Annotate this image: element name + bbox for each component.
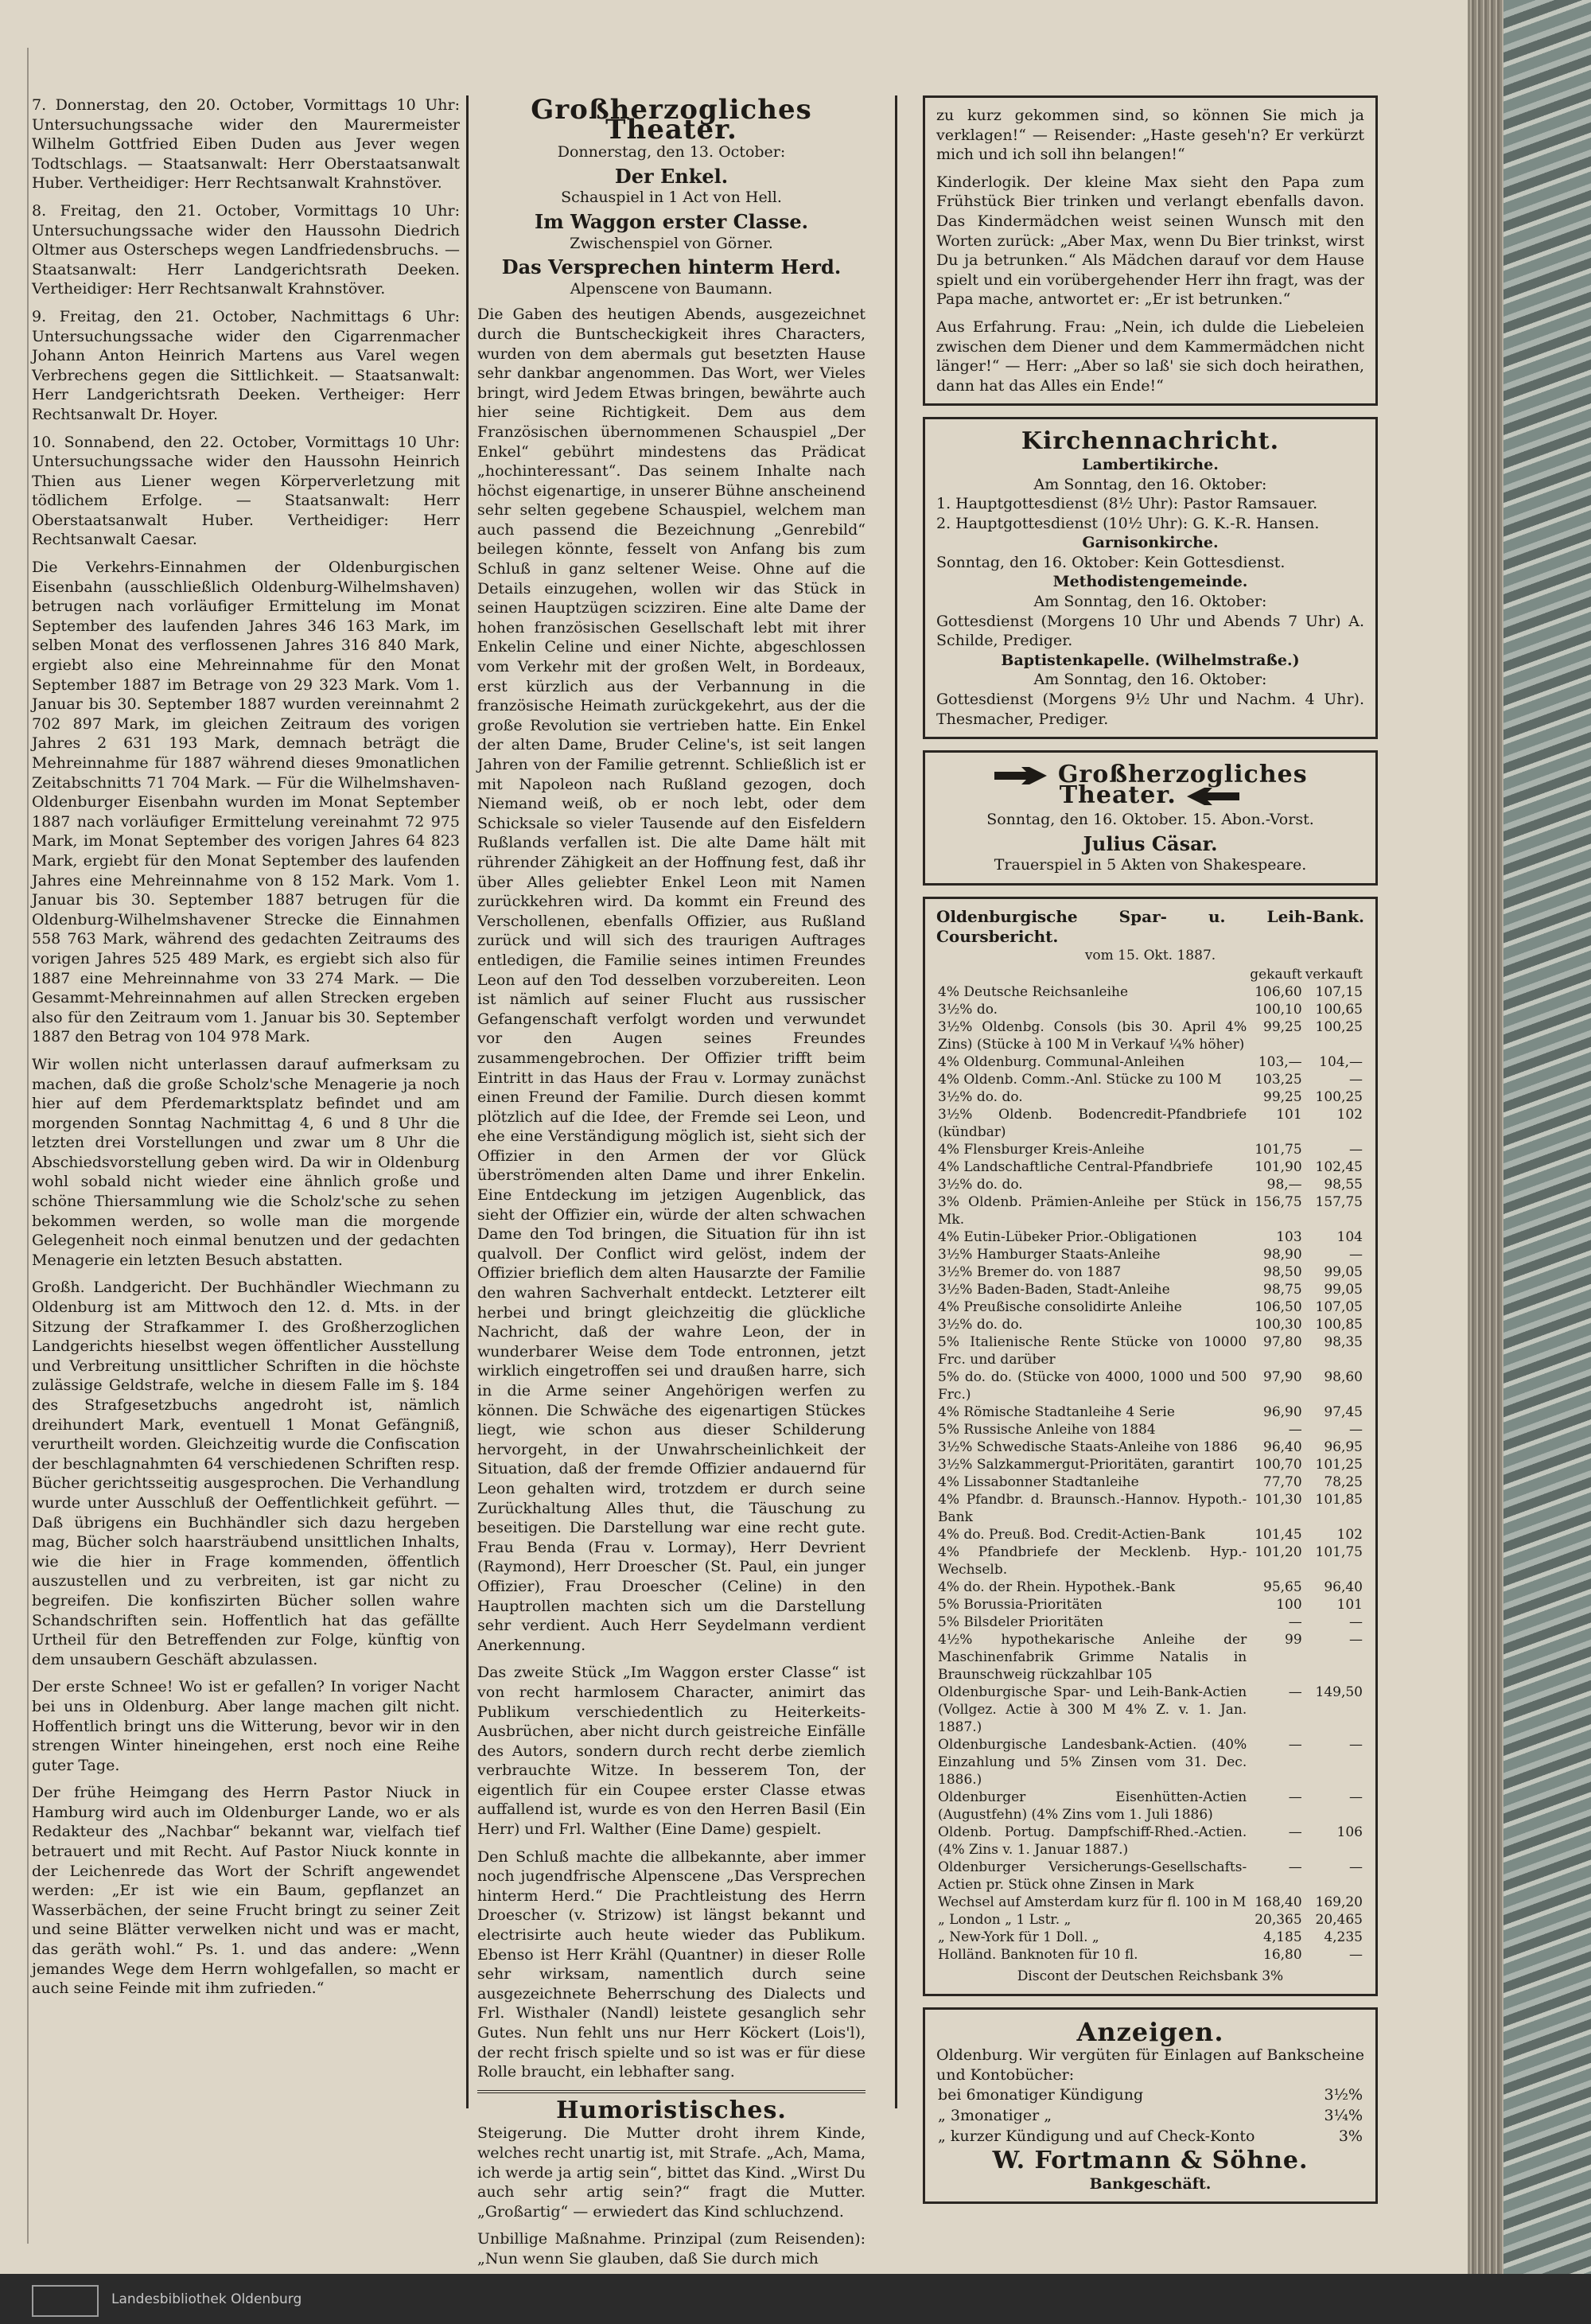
course-row (936, 1001, 1364, 1018)
church-line: Methodistengemeinde. (1052, 573, 1248, 591)
course-table (936, 966, 1364, 1964)
course-row (936, 1736, 1364, 1789)
course-security: Holländ. Banknoten für 10 fl. (938, 1946, 1138, 1963)
play-2-title: Im Waggon erster Classe. (535, 209, 808, 233)
course-bought: 98,— (1266, 1176, 1302, 1193)
course-sold: — (1349, 1631, 1363, 1648)
rate-condition: „ kurzer Kündigung und auf Check-Konto (938, 2127, 1255, 2146)
course-security: 4% Eutin-Lübeker Prior.-Obligationen (938, 1228, 1197, 1245)
course-sold: 107,05 (1315, 1298, 1363, 1315)
course-bought: 101,30 (1255, 1491, 1302, 1508)
course-report-date: vom 15. Okt. 1887. (1084, 948, 1216, 964)
pointing-hand-left-icon (1185, 786, 1241, 807)
course-bought: 95,65 (1263, 1579, 1302, 1595)
course-security: 4% Flensburger Kreis-Anleihe (938, 1141, 1145, 1158)
course-security: 4% Preußische consolidirte Anleihe (938, 1298, 1182, 1315)
course-report-box (923, 897, 1378, 1996)
course-sold: 101,85 (1315, 1491, 1363, 1508)
humor-title: Humoristisches. (556, 2096, 787, 2124)
course-sold: 104 (1336, 1228, 1363, 1245)
course-bought: 106,50 (1255, 1298, 1302, 1315)
kinderlogik-joke: Kinderlogik. Der kleine Max sieht den Papa zum Frühstück Bier trinken und verlangt ebenfalls davon. Das Kindermädchen weist seinen Wunsch mit den Worten zurück: „Aber Max, wenn Du Bier trinkst, wirst Du ja betrunken.“ Als Mädchen darauf vor dem Hause spielt und ein vorübergehender Herr ihn fragt, was der Papa mache, antwortet er: „Er ist betrunken.“ (936, 173, 1364, 309)
massnahme-continued: zu kurz gekommen sind, so können Sie mich ja verklagen!“ — Reisender: „Haste geseh'n? Er verkürzt mich und ich soll ihn belangen!“ (936, 107, 1364, 164)
course-security: 3½% do. do. (938, 1176, 1023, 1193)
course-sold: — (1349, 1789, 1363, 1805)
rates-table (936, 2085, 1364, 2147)
course-sold: 98,35 (1324, 1333, 1363, 1350)
course-table-header (936, 966, 1364, 983)
theater2-date: Sonntag, den 16. Oktober. 15. Abon.-Vorst. (986, 811, 1314, 829)
course-bought: 98,50 (1263, 1263, 1302, 1280)
ads-title: Anzeigen. (1076, 2017, 1224, 2048)
play-1-subtitle: Schauspiel in 1 Act von Hell. (561, 189, 782, 207)
course-bought: 101,20 (1255, 1543, 1302, 1560)
course-sold: 96,40 (1324, 1579, 1363, 1595)
course-bought: 96,40 (1263, 1438, 1302, 1455)
course-sold: 100,85 (1315, 1316, 1363, 1333)
course-sold: 98,55 (1324, 1176, 1363, 1193)
footer-bar (0, 2274, 1591, 2324)
course-row (936, 1246, 1364, 1263)
course-row (936, 1263, 1364, 1281)
course-security: Oldenb. Portug. Dampfschiff-Rhed.-Actien. (4% Zins v. 1. Januar 1887.) (938, 1824, 1247, 1858)
section-divider (477, 2090, 866, 2093)
course-security: 5% do. do. (Stücke von 4000, 1000 und 500 Frc.) (938, 1368, 1247, 1403)
course-sold: 97,45 (1324, 1403, 1363, 1420)
course-row (936, 983, 1364, 1001)
church-title: Kirchennachricht. (1021, 427, 1280, 456)
rate-condition: „ 3monatiger „ (938, 2107, 1052, 2125)
course-security: Oldenburger Versicherungs-Gesellschafts-Actien pr. Stück ohne Zinsen in Mark (938, 1859, 1247, 1893)
course-bought: 101,90 (1255, 1158, 1302, 1175)
course-row (936, 1316, 1364, 1333)
course-bought: 103,25 (1255, 1071, 1302, 1088)
course-bought: — (1288, 1824, 1302, 1840)
course-row (936, 1473, 1364, 1491)
course-bought: 99 (1285, 1631, 1302, 1648)
course-row (936, 1438, 1364, 1456)
course-bought: 106,60 (1255, 983, 1302, 1000)
schnee-article: Der erste Schnee! Wo ist er gefallen? In voriger Nacht bei uns in Oldenburg. Aber lange machen gilt nicht. Hoffentlich bringt uns die Witterung, bevor wir in den strengen Winter hineingehen, erst noch eine Reihe guter Tage. (32, 1678, 460, 1774)
course-row (936, 1543, 1364, 1579)
church-line: Am Sonntag, den 16. Oktober: (1033, 593, 1267, 611)
course-row (936, 1859, 1364, 1894)
course-bought: 100,70 (1255, 1456, 1302, 1473)
course-row (936, 1946, 1364, 1964)
course-row (936, 1053, 1364, 1071)
course-sold: — (1349, 1141, 1363, 1158)
course-security: 4% Oldenburg. Communal-Anleihen (938, 1053, 1185, 1070)
course-bought: 101 (1276, 1106, 1302, 1123)
course-security: 5% Italienische Rente Stücke von 10000 Frc. und darüber (938, 1333, 1247, 1368)
course-sold: 99,05 (1324, 1281, 1363, 1298)
course-bought: 16,80 (1263, 1946, 1302, 1963)
course-row (936, 1333, 1364, 1368)
course-bought: — (1288, 1736, 1302, 1753)
course-sold: — (1349, 1859, 1363, 1875)
course-security: Oldenburgische Landesbank-Actien. (40% Einzahlung und 5% Zinsen vom 31. Dec. 1886.) (938, 1736, 1247, 1788)
rate-value: 3¼% (1324, 2107, 1363, 2125)
course-sold: 149,50 (1315, 1684, 1363, 1700)
theater-notice-box (923, 750, 1378, 886)
course-sold: — (1349, 1614, 1363, 1630)
course-bought: — (1288, 1421, 1302, 1438)
library-logo-icon (32, 2285, 99, 2317)
niuck-article: Der frühe Heimgang des Herrn Pastor Niuck in Hamburg wird auch im Oldenburger Lande, wo er als Redakteur des „Nachbar“ bekannt war, vielfach tief betrauert und mit Recht. Auf Pastor Niuck konnte in der Leichenrede das Wort der Schrift angewendet werden: „Er ist wie ein Baum, gepflanzet an Wasserbächen, der seine Frucht bringt zu seiner Zeit und seine Blätter verwelken nicht und was er macht, das geräth wohl.“ Ps. 1. und das andere: „Wenn jemandes Wege dem Herrn wohlgefallen, so macht er auch seine Feinde mit ihm zufrieden.“ (32, 1784, 460, 1998)
course-sold: 107,15 (1315, 983, 1363, 1000)
course-security: 4% Lissabonner Stadtanleihe (938, 1473, 1139, 1490)
course-sold: — (1349, 1736, 1363, 1753)
humor-continued-box (923, 95, 1378, 406)
course-row (936, 1228, 1364, 1246)
course-row (936, 1298, 1364, 1316)
course-bought: 101,45 (1255, 1526, 1302, 1543)
firm-subtitle: Bankgeschäft. (1089, 2174, 1212, 2193)
header-gekauft: gekauft (1250, 966, 1302, 983)
theater2-title: Großherzogliches Theater. (1057, 761, 1308, 810)
course-security: 4% Pfandbriefe der Mecklenb. Hyp.-Wechselb. (938, 1543, 1247, 1578)
course-security: 5% Bilsdeler Prioritäten (938, 1614, 1104, 1630)
course-security: 3% Oldenb. Prämien-Anleihe per Stück in Mk. (938, 1193, 1247, 1228)
course-security: 3½% Bremer do. von 1887 (938, 1263, 1122, 1280)
course-row (936, 1596, 1364, 1614)
course-row (936, 1158, 1364, 1176)
course-bought: 20,365 (1255, 1911, 1302, 1928)
course-row (936, 1929, 1364, 1946)
play-3-subtitle: Alpenscene von Baumann. (570, 279, 773, 298)
theater2-play: Julius Cäsar. (1083, 831, 1218, 855)
previous-page-edge (0, 48, 29, 2244)
play-1-title: Der Enkel. (614, 164, 729, 188)
course-sold: 157,75 (1315, 1193, 1363, 1210)
course-security: 3½% Hamburger Staats-Anleihe (938, 1246, 1161, 1263)
course-security: 4% Oldenb. Comm.-Anl. Stücke zu 100 M (938, 1071, 1222, 1088)
course-sold: — (1349, 1071, 1363, 1088)
column-3 (923, 95, 1378, 2204)
course-security: Wechsel auf Amsterdam kurz für fl. 100 in M (938, 1894, 1247, 1910)
course-bought: 98,75 (1263, 1281, 1302, 1298)
course-security: 5% Russische Anleihe von 1884 (938, 1421, 1156, 1438)
church-line: Gottesdienst (Morgens 10 Uhr und Abends 7 Uhr) A. Schilde, Prediger. (936, 612, 1364, 650)
course-bought: — (1288, 1859, 1302, 1875)
massnahme-joke: Unbillige Maßnahme. Prinzipal (zum Reisenden): „Nun wenn Sie glauben, daß Sie durch mich (477, 2230, 866, 2268)
church-line: Baptistenkapelle. (Wilhelmstraße.) (1001, 651, 1300, 669)
course-row (936, 1631, 1364, 1684)
course-bought: 168,40 (1255, 1894, 1302, 1910)
course-security: 3½% do. (938, 1001, 998, 1018)
rate-value: 3½% (1324, 2086, 1363, 2104)
erfahrung-joke: Aus Erfahrung. Frau: „Nein, ich dulde die Liebeleien zwischen dem Diener und dem Kammermädchen nicht länger!“ — Herr: „Aber so laß' sie sich doch heirathen, dann hat das Alles ein Ende!“ (936, 317, 1364, 395)
course-sold: 102,45 (1315, 1158, 1363, 1175)
course-row (936, 1824, 1364, 1859)
course-row (936, 1106, 1364, 1141)
course-bought: — (1288, 1614, 1302, 1630)
church-line: 1. Hauptgottesdienst (8½ Uhr): Pastor Ramsauer. (936, 495, 1318, 513)
course-security: 4% Landschaftliche Central-Pfandbriefe (938, 1158, 1213, 1175)
course-security: 4% Römische Stadtanleihe 4 Serie (938, 1403, 1175, 1420)
course-row (936, 1614, 1364, 1631)
landgericht-article: Großh. Landgericht. Der Buchhändler Wiechmann zu Oldenburg ist am Mittwoch den 12. d. Mts. in der Sitzung der Strafkammer I. des Großherzoglichen Landgerichts hieselbst wegen öffentlicher Ausstellung und Verbreitung unsittlicher Schriften in die höchste zulässige Geldstrafe, welche in diesem Falle im §. 184 des Strafgesetzbuchs angedroht ist, nämlich dreihundert Mark, eventuell 1 Monat Gefängniß, verurtheilt worden. Gleichzeitig wurde die Confiscation der beschlagnahmten 64 verschiedenen Schriften resp. Bücher gerichtsseitig ausgesprochen. Die Verhandlung wurde unter Ausschluß der Oeffentlichkeit geführt. — Daß übrigens ein Buchhändler sich dazu hergeben mag, Bücher solch haarsträubend unsittlichen Inhalts, wie die hier in Frage kommenden, öffentlich auszustellen und zu verbreiten, ist gar nicht zu begreifen. Die konfiszirten Bücher sollen wahre Schandschriften sein. Hoffentlich hat das gefällte Urtheil für den Betreffenden zur Folge, künftig von dem unsaubern Geschäft abzulassen. (32, 1279, 460, 1668)
course-bought: — (1288, 1684, 1302, 1700)
course-sold: 78,25 (1324, 1473, 1363, 1490)
rate-condition: bei 6monatiger Kündigung (938, 2086, 1144, 2104)
course-row (936, 1403, 1364, 1421)
course-security: 3½% do. do. (938, 1088, 1023, 1105)
course-bought: 99,25 (1263, 1018, 1302, 1035)
discount-note: Discont der Deutschen Reichsbank 3% (1017, 1968, 1284, 1984)
court-item-10: 10. Sonnabend, den 22. October, Vormittags 10 Uhr: Untersuchungssache wider den Haussohn Heinrich Thien aus Liener wegen Körperverletzung mit tödlichem Erfolge. — Staatsanwalt: Herr Oberstaatsanwalt Huber. Vertheidiger: Herr Rechtsanwalt Caesar. (32, 433, 460, 549)
course-sold: 102 (1336, 1526, 1363, 1543)
course-bought: 99,25 (1263, 1088, 1302, 1105)
course-sold: 20,465 (1315, 1911, 1363, 1928)
course-row (936, 1456, 1364, 1473)
course-row (936, 1911, 1364, 1929)
church-line: 2. Hauptgottesdienst (10½ Uhr): G. K.-R. Hansen. (936, 514, 1320, 532)
course-row (936, 1088, 1364, 1106)
course-bought: 156,75 (1255, 1193, 1302, 1210)
course-bought: 101,75 (1255, 1141, 1302, 1158)
course-bought: 77,70 (1263, 1473, 1302, 1490)
course-security: Oldenburgische Spar- und Leih-Bank-Actien (Vollgez. Actie à 300 M 4% Z. v. 1. Jan. 1887.) (938, 1684, 1247, 1735)
court-item-7: 7. Donnerstag, den 20. October, Vormittags 10 Uhr: Untersuchungssache wider den Maurermeister Wilhelm Gottfried Eiben Duden aus Jever wegen Todtschlags. — Staatsanwalt: Herr Oberstaatsanwalt Huber. Vertheidiger: Herr Rechtsanwalt Krahnstöver. (32, 96, 460, 193)
church-line: Am Sonntag, den 16. Oktober: (1033, 475, 1267, 493)
course-sold: 99,05 (1324, 1263, 1363, 1280)
course-sold: 101 (1336, 1596, 1363, 1613)
rate-value: 3% (1338, 2127, 1363, 2146)
church-line: Lambertikirche. (1082, 455, 1219, 473)
course-security: 4% Deutsche Reichsanleihe (938, 983, 1129, 1000)
firm-name: W. Fortmann & Söhne. (992, 2147, 1309, 2175)
course-security: 3½% do. do. (938, 1316, 1023, 1333)
course-sold: 96,95 (1324, 1438, 1363, 1455)
course-bought: — (1288, 1789, 1302, 1805)
course-sold: — (1349, 1421, 1363, 1438)
church-line: Garnisonkirche. (1082, 534, 1219, 552)
course-sold: — (1349, 1246, 1363, 1263)
course-row (936, 1684, 1364, 1736)
play-2-subtitle: Zwischenspiel von Görner. (570, 234, 773, 252)
course-row (936, 1368, 1364, 1403)
column-rule-2 (895, 95, 897, 2108)
theater2-title-row (936, 761, 1364, 810)
court-item-9: 9. Freitag, den 21. October, Nachmittags 6 Uhr: Untersuchungssache wider den Cigarrenmacher Johann Anton Heinrich Martens aus Varel wegen Verbrechens gegen die Sittlichkeit. — Staatsanwalt: Herr Landgerichtsrath Deeken. Vertheiger: Herr Rechtsanwalt Dr. Hoyer. (32, 307, 460, 423)
course-row (936, 1894, 1364, 1911)
course-sold: 101,75 (1315, 1543, 1363, 1560)
verkehr-article: Die Verkehrs-Einnahmen der Oldenburgischen Eisenbahn (ausschließlich Oldenburg-Wilhelmshaven) betrugen nach vorläufiger Ermittelung im Monat September des laufenden Jahres 346 163 Mark, im selben Monat des verflossenen Jahres 316 840 Mark, ergiebt also eine Mehreinnahme für den Monat September 1887 im Betrage von 29 323 Mark. Vom 1. Januar bis 30. September 1887 wurden vereinnahmt 2 702 897 Mark, im gleichen Zeitraum des vorigen Jahres 2 631 193 Mark, demnach beträgt die Mehreinnahme für 1887 während dieses 9monatlichen Zeitabschnitts 71 704 Mark. — Für die Wilhelmshaven-Oldenburger Eisenbahn wurden im Monat September 1887 nach vorläufiger Ermittelung vereinahmt 72 975 Mark, im Monat September des vorigen Jahres 64 823 Mark, ergiebt für den Monat September des laufenden Jahres eine Mehreinnahme von 8 152 Mark. Vom 1. Januar bis 30. September 1887 betrugen für die Oldenburg-Wilhelmshavener Strecke die Einnahmen 558 763 Mark, während des gedachten Zeitraums des vorigen Jahres 525 489 Mark, es ergiebt sich also für 1887 eine Mehreinnahme von 33 274 Mark. — Die Gesammt-Mehreinnahmen auf allen Strecken ergeben also für den Zeitraum vom 1. Januar bis 30. September 1887 den Betrag von 104 978 Mark. (32, 559, 460, 1046)
church-line: Gottesdienst (Morgens 9½ Uhr und Nachm. 4 Uhr). Thesmacher, Prediger. (936, 691, 1364, 728)
menagerie-article: Wir wollen nicht unterlassen darauf aufmerksam zu machen, daß die große Scholz'sche Menagerie ja noch hier auf dem Pferdemarktsplatz befindet und am morgenden Sonntag Nachmittag 4, 6 und 8 Uhr die letzten drei Vorstellungen und zwar um 8 Uhr die Abschiedsvorstellung geben wird. Da wir in Oldenburg wohl sobald nicht wieder eine ähnlich große und schöne Thiersammlung wie die Scholz'sche zu sehen bekommen werden, so wolle man die morgende Gelegenheit noch einmal benutzen und der gedachten Menagerie ein letzten Besuch abstatten. (32, 1055, 460, 1269)
theater2-subtitle: Trauerspiel in 5 Akten von Shakespeare. (994, 856, 1307, 874)
ad-box (923, 2007, 1378, 2204)
course-row (936, 1141, 1364, 1158)
course-sold: 102 (1336, 1106, 1363, 1123)
column-2 (477, 95, 866, 2274)
course-row (936, 1176, 1364, 1193)
marbled-cover (1503, 0, 1591, 2274)
course-sold: 4,235 (1324, 1929, 1363, 1945)
course-bought: 96,90 (1263, 1403, 1302, 1420)
library-name: Landesbibliothek Oldenburg (111, 2291, 302, 2307)
course-sold: 101,25 (1315, 1456, 1363, 1473)
church-notice-box (923, 417, 1378, 739)
course-sold: — (1349, 1946, 1363, 1963)
course-security: 4% do. Preuß. Bod. Credit-Actien-Bank (938, 1526, 1205, 1543)
course-row (936, 1193, 1364, 1228)
course-security: 3½% Baden-Baden, Stadt-Anleihe (938, 1281, 1170, 1298)
theater-date: Donnerstag, den 13. October: (557, 143, 786, 162)
review-paragraph-2: Das zweite Stück „Im Waggon erster Classe“ ist von recht harmlosem Character, animirt das Publikum verschiedentlich zu Heiterkeits-Ausbrüchen, aber nicht durch geistreiche Einfälle des Autors, sondern durch recht derbe ziemlich verbrauchte Witze. In besserem Ton, der eigentlich für ein Coupee erster Classe etwas auffallend ist, wurde es von den Herren Basil (Ein Herr) und Frl. Walther (Eine Dame) gespielt. (477, 1664, 866, 1839)
course-security: Oldenburger Eisenhütten-Actien (Augustfehn) (4% Zins vom 1. Juli 1886) (938, 1789, 1247, 1823)
course-security: „ London „ 1 Lstr. „ (938, 1911, 1072, 1928)
column-rule-1 (466, 95, 469, 2108)
pointing-hand-right-icon (993, 765, 1048, 786)
steigerung-joke: Steigerung. Die Mutter droht ihrem Kinde, welches recht unartig ist, mit Strafe. „Ach, Mama, ich werde ja artig sein“, bittet das Kind. „Wirst Du auch sehr artig sein?“ fragt die Mutter. „Großartig“ — erwiedert das Kind schluchzend. (477, 2124, 866, 2221)
course-bought: 103,— (1258, 1053, 1302, 1070)
course-sold: 104,— (1319, 1053, 1363, 1070)
rate-row (936, 2105, 1364, 2126)
ad-intro: Oldenburg. Wir vergüten für Einlagen auf Bankscheine und Kontobücher: (936, 2046, 1364, 2084)
course-bought: 97,80 (1263, 1333, 1302, 1350)
course-row (936, 1491, 1364, 1526)
course-security: „ New-York für 1 Doll. „ (938, 1929, 1099, 1945)
course-sold: 100,25 (1315, 1088, 1363, 1105)
course-row (936, 1579, 1364, 1596)
course-row (936, 1421, 1364, 1438)
course-sold: 100,65 (1315, 1001, 1363, 1018)
course-bought: 97,90 (1263, 1368, 1302, 1385)
course-sold: 169,20 (1315, 1894, 1363, 1910)
column-1 (32, 95, 460, 2007)
play-3-title: Das Versprechen hinterm Herd. (501, 255, 842, 279)
church-line: Am Sonntag, den 16. Oktober: (1033, 671, 1267, 689)
review-paragraph-3: Den Schluß machte die allbekannte, aber immer noch jugendfrische Alpenscene „Das Versprechen hinterm Herd.“ Die Prachtleistung des Herrn Droescher (v. Strizow) ist längst bekannt und electrisirte auch heute wieder das Publikum. Ebenso ist Herr Krähl (Quantner) in dieser Rolle sehr wirksam, namentlich durch seine ausgezeichnete Beherrschung des Dialects und Frl. Wisthaler (Nandl) leistete gesanglich sehr Gutes. Nun fehlt uns nur Herr Köckert (Lois'l), der recht frisch spielte und so ist was er für diese Rolle braucht, ein lebhafter sang. (477, 1847, 866, 2081)
rate-row (936, 2126, 1364, 2147)
course-security: 3½% Oldenbg. Consols (bis 30. April 4% Zins) (Stücke à 100 M in Verkauf ¼% höher) (938, 1018, 1247, 1053)
course-security: 3½% Salzkammergut-Prioritäten, garantirt (938, 1456, 1235, 1473)
course-security: 4½% hypothekarische Anleihe der Maschinenfabrik Grimme Natalis in Braunschweig rückzahlbar 105 (938, 1631, 1247, 1683)
theater-title: Großherzogliches Theater. (531, 94, 812, 146)
course-bought: 100 (1276, 1596, 1302, 1613)
court-item-8: 8. Freitag, den 21. October, Vormittags 10 Uhr: Untersuchungssache wider den Haussohn Diedrich Oltmer aus Osterscheps wegen Landfriedensbruchs. — Staatsanwalt: Herr Landgerichtsrath Deeken. Vertheidiger: Herr Rechtsanwalt Krahnstöver. (32, 201, 460, 298)
course-security: 4% Pfandbr. d. Braunsch.-Hannov. Hypoth.-Bank (938, 1491, 1247, 1525)
rate-row (936, 2085, 1364, 2105)
course-row (936, 1018, 1364, 1053)
review-paragraph-1: Die Gaben des heutigen Abends, ausgezeichnet durch die Buntscheckigkeit ihres Characters, wurden von dem abermals gut besetzten Hause sehr dankbar angenommen. Das Wort, wer Vieles bringt, wird Jedem Etwas bringen, bewährte auch hier seine Richtigkeit. Dem aus dem Französischen übernommenen Schauspiel „Der Enkel“ gebührt mindestens das Prädicat „hochinteressant“. Das seinem Inhalte nach höchst eigenartige, in unserer Bühne anscheinend sehr selten gegebene Schauspiel, welchem man auch passend die Bezeichnung „Genrebild“ beilegen könnte, fesselt von Anfang bis zum Schluß in ganz seltener Weise. Ohne auf die Details einzugehen, wollen wir das Stück in seinen Hauptzügen scizziren. Eine alte Dame der hohen französischen Gesellschaft lebt mit ihrer Enkelin Celine und einer Nichte, abgeschlossen vom Verkehr mit der großen Welt, in Bordeaux, erst kürzlich aus der Verbannung in die französische Heimath zurückgekehrt, aus der die große Revolution sie vertrieben hatte. Ein Enkel der alten Dame, Bruder Celine's, ist seit langen Jahren von der Familie getrennt. Schließlich ist er mit Napoleon nach Rußland gezogen, doch Niemand weiß, ob er noch lebt, oder dem Schicksale so vieler Tausende auf den Eisfeldern Rußlands verfallen ist. Die alte Dame hält mit rührender Zähigkeit an der Hoffnung fest, daß ihr über Alles geliebter Enkel Leon mit Namen zurückkehren wird. Da kommt ein Freund des Verschollenen, ebenfalls Offizier, aus Rußland zurück und will sich des traurigen Auftrages entledigen, die Familie seines intimen Freundes Leon auf den Tod desselben vorzubereiten. Leon ist nämlich auf seiner Flucht aus russischer Gefangenschaft verfolgt worden und verwundet vor den Augen seines Freundes zusammengebrochen. Der Offizier trifft beim Eintritt in das Haus der Frau v. Lormay zunächst einen Freund der Familie. Durch diesen kommt plötzlich auf die Idee, der Fremde sei Leon, und ehe eine Verständigung möglich ist, sieht sich der Offizier in den Armen der vor Glück überströmenden alten Dame und ihrer Enkelin. Eine Entdeckung im jetzigen Augenblick, das sieht der Offizier ein, würde der alten schwachen Dame den Tod bringen, die Situation für ihn ist qualvoll. Der Conflict wird gelöst, indem der Offizier brieflich dem alten Hausarzte der Familie den wahren Sachverhalt entdeckt. Letzterer eilt herbei und bringt gleichzeitig die glückliche Nachricht, daß der wahre Leon, der in wunderbarer Weise dem Tode entronnen, jetzt wirklich eingetroffen sei und draußen harre, sich in die Arme seiner Angehörigen werfen zu können. Die Schwäche des eigenartigen Stückes liegt, wie schon aus dieser Schilderung hervorgeht, in der Unwahrscheinlichkeit der Situation, daß der fremde Offizier andauernd für Leon gehalten wird, trotzdem er durch seine Zurückhaltung Alles thut, die Täuschung zu beseitigen. Die Darstellung war eine recht gute. Frau Benda (Frau v. Lormay), Herr Devrient (Raymond), Herr Droescher (St. Paul, ein junger Offizier), Frau Droescher (Celine) in den Hauptrollen machten sich um die Darstellung sehr verdient. Auch Herr Seydelmann verdient Anerkennung. (477, 306, 866, 1654)
course-bought: 103 (1276, 1228, 1302, 1245)
course-row (936, 1071, 1364, 1088)
course-row (936, 1789, 1364, 1824)
course-sold: 98,60 (1324, 1368, 1363, 1385)
course-sold: 106 (1336, 1824, 1363, 1840)
course-row (936, 1281, 1364, 1298)
course-security: 4% do. der Rhein. Hypothek.-Bank (938, 1579, 1176, 1595)
course-report-title: Oldenburgische Spar- u. Leih-Bank. Coursbericht. (936, 907, 1364, 946)
course-row (936, 1526, 1364, 1543)
course-bought: 100,30 (1255, 1316, 1302, 1333)
course-bought: 98,90 (1263, 1246, 1302, 1263)
church-line: Sonntag, den 16. Oktober: Kein Gottesdienst. (936, 553, 1286, 571)
course-bought: 4,185 (1263, 1929, 1302, 1945)
course-security: 3½% Schwedische Staats-Anleihe von 1886 (938, 1438, 1238, 1455)
course-security: 3½% Oldenb. Bodencredit-Pfandbriefe (kündbar) (938, 1106, 1247, 1140)
course-sold: 100,25 (1315, 1018, 1363, 1035)
course-security: 5% Borussia-Prioritäten (938, 1596, 1103, 1613)
header-verkauft: verkauft (1305, 966, 1363, 983)
course-bought: 100,10 (1255, 1001, 1302, 1018)
